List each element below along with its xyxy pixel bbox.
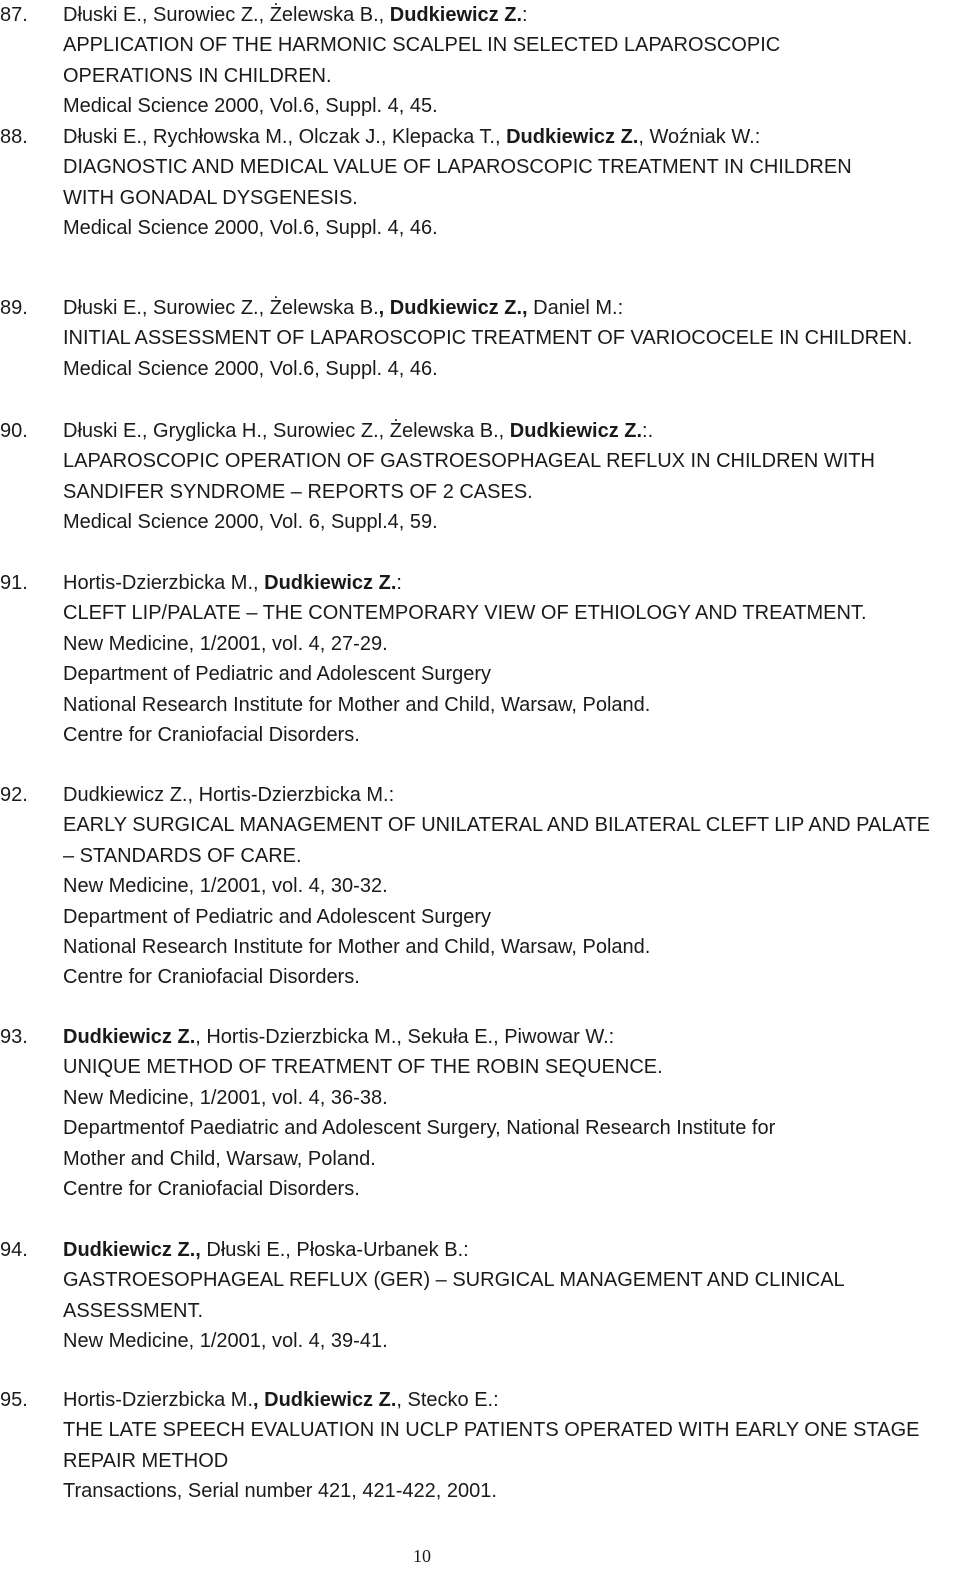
page-number: 10 <box>413 1546 431 1566</box>
entry-number: 92. <box>0 784 28 806</box>
entry-line: Medical Science 2000, Vol.6, Suppl. 4, 45. <box>63 95 438 118</box>
entry-body <box>63 568 960 750</box>
entry-authors <box>63 1235 960 1265</box>
entry-line: New Medicine, 1/2001, vol. 4, 30-32. <box>63 875 388 898</box>
author-text: , Hortis-Dzierzbicka M., Sekuła E., Piwowar W.: <box>195 1026 615 1048</box>
entry-body <box>63 293 960 384</box>
entry-authors <box>63 122 960 152</box>
publication-entry <box>0 1385 960 1507</box>
entry-title: CLEFT LIP/PALATE – THE CONTEMPORARY VIEW OF ETHIOLOGY AND TREATMENT. <box>63 602 867 625</box>
publication-entry <box>0 780 960 993</box>
entry-title: GASTROESOPHAGEAL REFLUX (GER) – SURGICAL MANAGEMENT AND CLINICAL <box>63 1269 845 1292</box>
entry-title: EARLY SURGICAL MANAGEMENT OF UNILATERAL AND BILATERAL CLEFT LIP AND PALATE <box>63 814 930 837</box>
entry-authors <box>63 780 960 810</box>
author-text: Dłuski E., Surowiec Z., Żelewska B., <box>63 4 390 26</box>
entry-line: Centre for Craniofacial Disorders. <box>63 724 360 747</box>
publication-entry <box>0 122 960 244</box>
entry-line: Medical Science 2000, Vol.6, Suppl. 4, 46. <box>63 217 438 240</box>
author-text: :. <box>642 420 654 442</box>
entry-line: New Medicine, 1/2001, vol. 4, 27-29. <box>63 632 388 655</box>
entry-title: LAPAROSCOPIC OPERATION OF GASTROESOPHAGEAL REFLUX IN CHILDREN WITH <box>63 450 875 473</box>
author-text: : <box>522 4 528 26</box>
entry-line: Medical Science 2000, Vol. 6, Suppl.4, 59. <box>63 511 438 534</box>
author-text: , Woźniak W.: <box>638 126 761 148</box>
entry-line: OPERATIONS IN CHILDREN. <box>63 64 332 87</box>
entry-authors <box>63 0 960 30</box>
entry-title: INITIAL ASSESSMENT OF LAPAROSCOPIC TREATMENT OF VARIOCOCELE IN CHILDREN. <box>63 327 913 350</box>
entry-line: WITH GONADAL DYSGENESIS. <box>63 186 358 209</box>
entry-line: ASSESSMENT. <box>63 1299 204 1322</box>
author-text: , Stecko E.: <box>396 1389 499 1411</box>
author-text: Dłuski E., Surowiec Z., Żelewska B. <box>63 297 379 319</box>
entry-body <box>63 1235 960 1357</box>
entry-body <box>63 780 960 993</box>
entry-title: THE LATE SPEECH EVALUATION IN UCLP PATIENTS OPERATED WITH EARLY ONE STAGE <box>63 1419 920 1442</box>
entry-line: National Research Institute for Mother and Child, Warsaw, Poland. <box>63 693 651 716</box>
entry-line: National Research Institute for Mother and Child, Warsaw, Poland. <box>63 936 651 959</box>
entry-body <box>63 0 960 122</box>
author-highlighted: Dudkiewicz Z., <box>63 1239 201 1261</box>
entry-line: Department of Pediatric and Adolescent Surgery <box>63 663 492 686</box>
entry-title: APPLICATION OF THE HARMONIC SCALPEL IN SELECTED LAPAROSCOPIC <box>63 34 781 57</box>
author-highlighted: Dudkiewicz Z. <box>63 1026 196 1048</box>
entry-line: Mother and Child, Warsaw, Poland. <box>63 1147 376 1170</box>
author-text: Hortis-Dzierzbicka M. <box>63 1389 254 1411</box>
author-highlighted: Dudkiewicz Z. <box>264 572 397 594</box>
entry-authors <box>63 1022 960 1052</box>
author-highlighted: Dudkiewicz Z. <box>389 4 523 26</box>
entry-line: REPAIR METHOD <box>63 1449 229 1472</box>
entry-title: DIAGNOSTIC AND MEDICAL VALUE OF LAPAROSCOPIC TREATMENT IN CHILDREN <box>63 156 852 179</box>
entry-line: Centre for Craniofacial Disorders. <box>63 1178 360 1201</box>
author-text: Daniel M.: <box>527 297 624 319</box>
publication-entry <box>0 293 960 384</box>
entry-authors <box>63 416 960 446</box>
entry-body <box>63 416 960 538</box>
entry-line: SANDIFER SYNDROME – REPORTS OF 2 CASES. <box>63 480 533 503</box>
entry-line: Transactions, Serial number 421, 421-422, 2001. <box>63 1480 497 1503</box>
author-highlighted: , Dudkiewicz Z., <box>378 297 528 319</box>
author-text: Dłuski E., Płoska-Urbanek B.: <box>200 1239 469 1261</box>
author-text: Hortis-Dzierzbicka M., <box>63 572 265 594</box>
entry-title: UNIQUE METHOD OF TREATMENT OF THE ROBIN SEQUENCE. <box>63 1056 663 1079</box>
author-text: Dłuski E., Rychłowska M., Olczak J., Klepacka T., <box>63 126 507 148</box>
author-highlighted: , Dudkiewicz Z. <box>253 1389 397 1411</box>
entry-line: – STANDARDS OF CARE. <box>63 844 302 867</box>
entry-body <box>63 1022 960 1204</box>
entry-line: Medical Science 2000, Vol.6, Suppl. 4, 46. <box>63 357 438 380</box>
entry-line: Departmentof Paediatric and Adolescent Surgery, National Research Institute for <box>63 1117 776 1140</box>
entry-authors <box>63 1385 960 1415</box>
author-text: Dłuski E., Gryglicka H., Surowiec Z., Żelewska B., <box>63 420 510 442</box>
author-highlighted: Dudkiewicz Z. <box>509 420 643 442</box>
entry-line: Department of Pediatric and Adolescent Surgery <box>63 905 492 928</box>
entry-body <box>63 122 960 244</box>
entry-number: 95. <box>0 1389 28 1411</box>
publication-entry <box>0 416 960 538</box>
entry-number: 88. <box>0 126 28 148</box>
publication-entry <box>0 1022 960 1204</box>
entry-authors <box>63 568 960 598</box>
entry-line: New Medicine, 1/2001, vol. 4, 39-41. <box>63 1330 388 1353</box>
publication-entry <box>0 1235 960 1357</box>
entry-number: 90. <box>0 420 28 442</box>
entry-body <box>63 1385 960 1507</box>
entry-number: 89. <box>0 297 28 319</box>
entry-number: 91. <box>0 572 28 594</box>
author-text: : <box>396 572 402 594</box>
author-text: Dudkiewicz Z., Hortis-Dzierzbicka M.: <box>63 784 395 806</box>
entry-number: 87. <box>0 4 28 26</box>
entry-line: Centre for Craniofacial Disorders. <box>63 966 360 989</box>
entry-line: New Medicine, 1/2001, vol. 4, 36-38. <box>63 1086 388 1109</box>
publication-entry <box>0 0 960 122</box>
entry-number: 93. <box>0 1026 28 1048</box>
author-highlighted: Dudkiewicz Z. <box>506 126 639 148</box>
publication-entry <box>0 568 960 750</box>
entry-number: 94. <box>0 1239 28 1261</box>
entry-authors <box>63 293 960 323</box>
